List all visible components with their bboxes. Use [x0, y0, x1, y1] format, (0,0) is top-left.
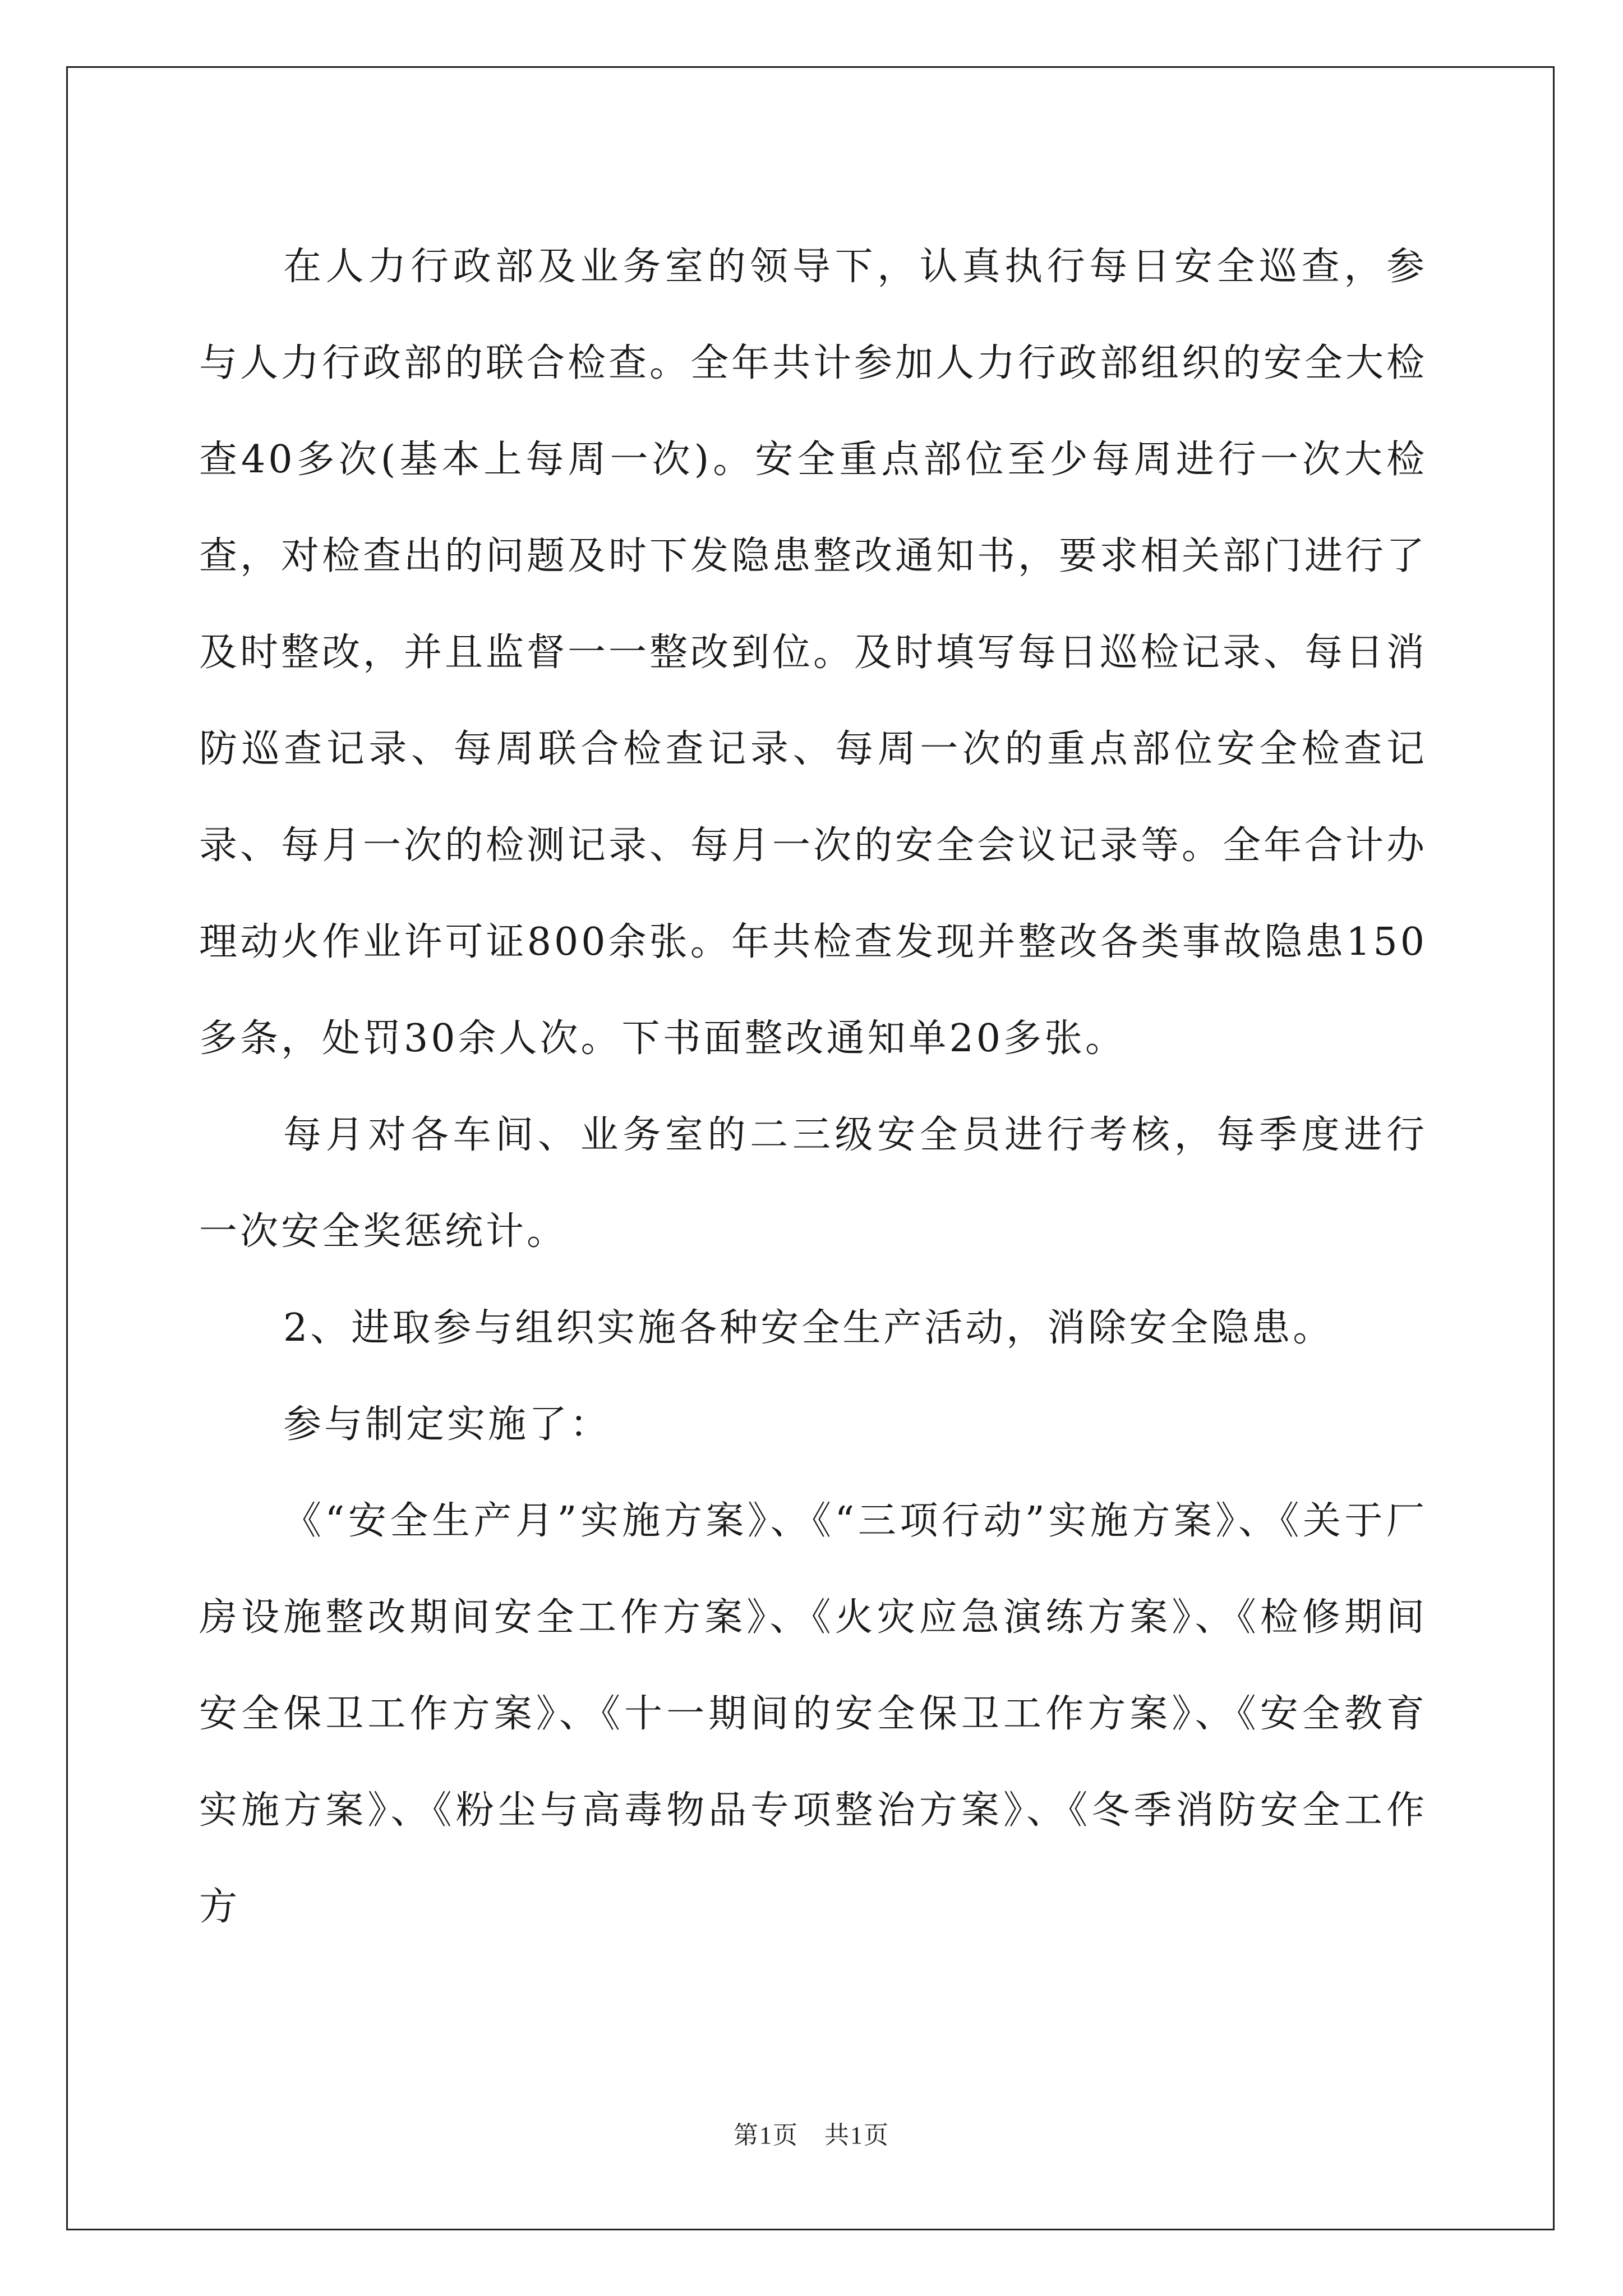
paragraph-section-2-heading: 2、进取参与组织实施各种安全生产活动，消除安全隐患。 [283, 1306, 1334, 1350]
page-number-footer: 第1页 共1页 [734, 2122, 889, 2149]
paragraph-safety-inspection: 在人力行政部及业务室的领导下，认真执行每日安全巡查，参与人力行政部的联合检查。全年共计参加人力行政部组织的安全大检查40多次(基本上每周一次)。安全重点部位至少每周进行一次大检查，对检查出的问题及时下发隐患整改通知书，要求相关部门进行了及时整改，并且监督一一整改到位。及时填写每日巡检记录、每日消防巡查记录、每周联合检查记录、每周一次的重点部位安全检查记录、每月一次的检测记录、每月一次的安全会议记录等。全年合计办理动火作业许可证800余张。年共检查发现并整改各类事故隐患150多条，处罚30余人次。下书面整改通知单20多张。 [199, 245, 1428, 1061]
paragraph-plans-intro: 参与制定实施了： [283, 1402, 611, 1447]
paragraph-assessment: 每月对各车间、业务室的二三级安全员进行考核，每季度进行一次安全奖惩统计。 [199, 1113, 1427, 1254]
paragraph-plans-list: 《“安全生产月”实施方案》、《“三项行动”实施方案》、《关于厂房设施整改期间安全工作方案》、《火灾应急演练方案》、《检修期间安全保卫工作方案》、《十一期间的安全保卫工作方案》、《安全教育实施方案》、《粉尘与高毒物品专项整治方案》、《冬季消防安全工作方 [199, 1499, 1427, 1929]
document-body [199, 219, 1427, 1955]
